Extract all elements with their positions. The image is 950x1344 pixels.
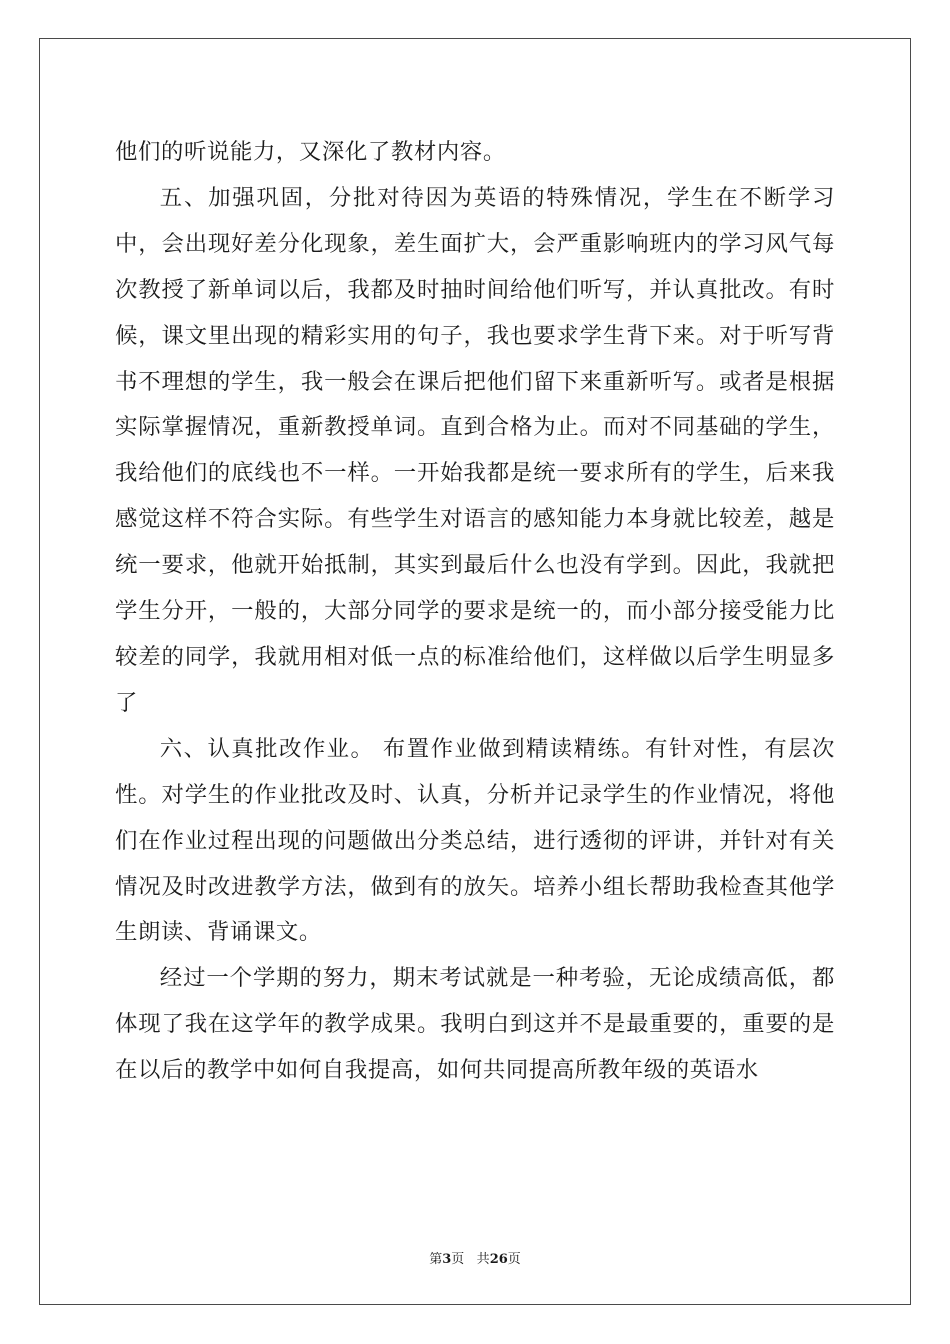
page-footer <box>0 1248 950 1267</box>
page-suffix: 页 <box>451 1252 465 1267</box>
paragraph-3: 六、认真批改作业。 布置作业做到精读精练。有针对性，有层次性。对学生的作业批改及时、认真，分析并记录学生的作业情况，将他们在作业过程出现的问题做出分类总结，进行透彻的评讲，并针对有关情况及时改进教学方法，做到有的放矢。培养小组长帮助我检查其他学生朗读、背诵课文。 <box>115 735 835 946</box>
paragraph-4: 经过一个学期的努力，期末考试就是一种考验，无论成绩高低，都体现了我在这学年的教学成果。我明白到这并不是最重要的，重要的是在以后的教学中如何自我提高，如何共同提高所教年级的英语水 <box>115 965 835 1084</box>
paragraph-2: 五、加强巩固，分批对待因为英语的特殊情况，学生在不断学习中，会出现好差分化现象，差生面扩大，会严重影响班内的学习风气每次教授了新单词以后，我都及时抽时间给他们听写，并认真批改。有时候，课文里出现的精彩实用的句子，我也要求学生背下来。对于听写背书不理想的学生，我一般会在课后把他们留下来重新听写。或者是根据实际掌握情况，重新教授单词。直到合格为止。而对不同基础的学生，我给他们的底线也不一样。一开始我都是统一要求所有的学生，后来我感觉这样不符合实际。有些学生对语言的感知能力本身就比较差，越是统一要求，他就开始抵制，其实到最后什么也没有学到。因此，我就把学生分开，一般的，大部分同学的要求是统一的，而小部分接受能力比较差的同学，我就用相对低一点的标准给他们，这样做以后学生明显多了 <box>115 184 835 716</box>
total-pages: 26 <box>489 1252 508 1267</box>
page-number: 3 <box>442 1252 452 1267</box>
total-prefix: 共 <box>476 1252 490 1267</box>
page-prefix: 第 <box>429 1252 443 1267</box>
document-body <box>115 130 835 1094</box>
total-suffix: 页 <box>507 1252 521 1267</box>
paragraph-1: 他们的听说能力，又深化了教材内容。 <box>115 139 506 165</box>
